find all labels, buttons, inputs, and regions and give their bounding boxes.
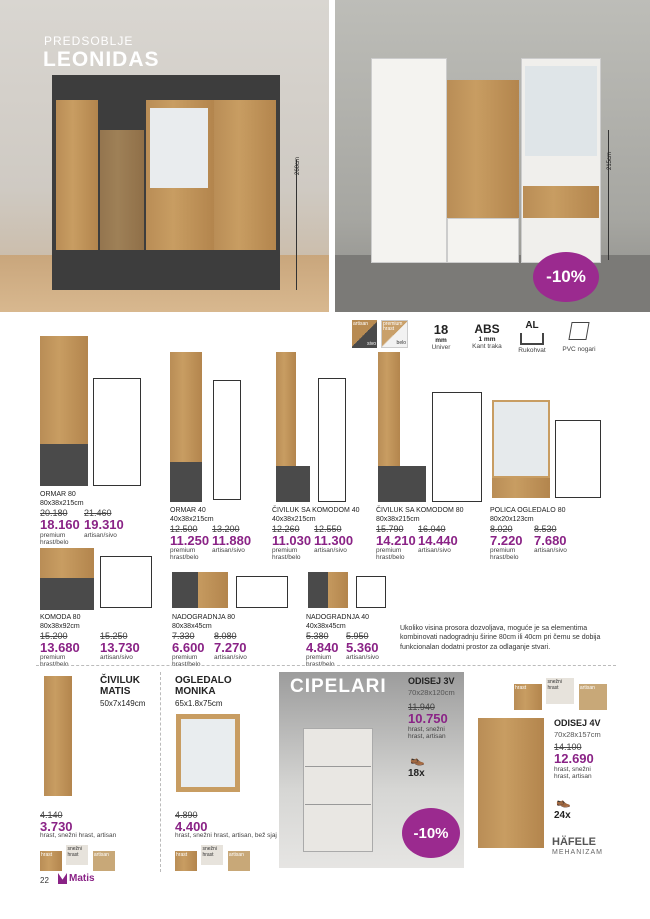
civ40-drawing bbox=[318, 378, 346, 502]
shoe-count: 18x bbox=[408, 768, 425, 779]
komoda-drawing bbox=[100, 556, 152, 608]
price-label: premium hrast/belo bbox=[40, 532, 69, 547]
old-price: 20.180 bbox=[40, 508, 68, 518]
price-label: hrast, snežni hrast, artisan bbox=[554, 766, 592, 781]
spec-big: ABS bbox=[474, 322, 500, 336]
new-price: 14.210 bbox=[376, 533, 416, 548]
spec-univer bbox=[420, 322, 462, 362]
old-price: 5.950 bbox=[346, 631, 369, 641]
ormar80-image bbox=[40, 336, 88, 486]
swatch-label: artisan bbox=[353, 321, 369, 327]
nad40-image bbox=[308, 572, 348, 608]
spec-small: mm bbox=[435, 337, 447, 344]
civiluk-image bbox=[44, 676, 72, 796]
civiluk-swatches bbox=[40, 843, 115, 871]
hero-title: LEONIDAS bbox=[43, 48, 160, 71]
polica-image bbox=[492, 400, 550, 478]
spec-label: PVC nogari bbox=[562, 346, 596, 353]
civ40-cabinet bbox=[276, 466, 310, 502]
civ80-drawing bbox=[432, 392, 482, 502]
civiluk-model: MATIS bbox=[100, 686, 131, 697]
price-label: artisan/sivo bbox=[418, 547, 451, 554]
komoda-image bbox=[40, 548, 94, 610]
swatch: hrast bbox=[175, 851, 197, 871]
nad80-drawing bbox=[236, 576, 288, 608]
height-label-left: 260cm bbox=[295, 156, 301, 175]
old-price: 15.200 bbox=[40, 631, 68, 641]
spec-small: 1 mm bbox=[478, 336, 496, 343]
height-label-right: 215cm bbox=[607, 151, 613, 170]
shoe-icon: 👞 bbox=[410, 752, 425, 766]
swatch: artisan bbox=[228, 851, 250, 871]
price-label: hrast, snežni hrast, artisan, bež sjaj bbox=[175, 832, 277, 839]
price-label: artisan/sivo bbox=[346, 654, 379, 661]
ormar40-dims: 40x38x215cm bbox=[170, 516, 214, 523]
nad40-dims: 40x38x45cm bbox=[306, 623, 346, 630]
price-label: artisan/sivo bbox=[84, 532, 117, 539]
swatch: snežni hrast bbox=[66, 845, 88, 865]
swatch: artisan bbox=[93, 851, 115, 871]
new-price: 4.400 bbox=[175, 819, 208, 834]
new-price: 12.690 bbox=[554, 751, 594, 766]
ogledalo-model: MONIKA bbox=[175, 686, 216, 697]
old-price: 15.250 bbox=[100, 631, 128, 641]
price-label: premium hrast/belo bbox=[306, 654, 335, 669]
ormar80-dims: 80x38x215cm bbox=[40, 500, 84, 507]
old-price: 11.940 bbox=[408, 702, 435, 712]
old-price: 8.530 bbox=[534, 524, 557, 534]
leg-icon bbox=[568, 322, 589, 340]
old-price: 12.550 bbox=[314, 524, 342, 534]
nad80-name: NADOGRADNJA 80 bbox=[172, 614, 236, 621]
shoe-count: 24x bbox=[554, 810, 571, 821]
spec-label: Rukohvat bbox=[518, 347, 546, 354]
komoda-dims: 80x38x92cm bbox=[40, 623, 80, 630]
spec-al bbox=[512, 320, 552, 362]
spec-pvc bbox=[558, 320, 600, 362]
old-price: 7.330 bbox=[172, 631, 195, 641]
odisej3-dims: 70x28x120cm bbox=[408, 688, 455, 697]
old-price: 16.040 bbox=[418, 524, 446, 534]
cipelari-discount: -10% bbox=[402, 808, 460, 858]
swatch: snežni hrast bbox=[546, 678, 574, 704]
ogledalo-image bbox=[176, 714, 240, 792]
ormar40-drawing bbox=[213, 380, 241, 500]
civ80-cabinet bbox=[378, 466, 426, 502]
spec-big: 18 bbox=[433, 322, 449, 337]
old-price: 12.260 bbox=[272, 524, 300, 534]
price-label: premium hrast/belo bbox=[490, 547, 519, 562]
swatch: hrast bbox=[40, 851, 62, 871]
polica-drawing bbox=[555, 420, 601, 498]
divider bbox=[160, 672, 161, 872]
page-number: 22 bbox=[40, 876, 49, 885]
handle-icon bbox=[520, 333, 544, 345]
new-price: 7.270 bbox=[214, 640, 247, 655]
old-price: 15.790 bbox=[376, 524, 404, 534]
new-price: 13.680 bbox=[40, 640, 80, 655]
price-label: premium hrast/belo bbox=[170, 547, 199, 562]
ormar80-drawing bbox=[93, 378, 141, 486]
new-price: 11.250 bbox=[170, 533, 210, 548]
odisej4-image bbox=[478, 718, 544, 848]
civ40-dims: 40x38x215cm bbox=[272, 516, 316, 523]
old-price: 5.380 bbox=[306, 631, 329, 641]
new-price: 19.310 bbox=[84, 517, 124, 532]
cipelari-swatches bbox=[514, 676, 607, 710]
komoda-name: KOMODA 80 bbox=[40, 614, 81, 621]
spec-label: Univer bbox=[431, 344, 451, 351]
price-label: artisan/sivo bbox=[212, 547, 245, 554]
hafele-logo: HÄFELE bbox=[552, 836, 596, 848]
new-price: 3.730 bbox=[40, 819, 73, 834]
polica-dims: 80x20x123cm bbox=[490, 516, 534, 523]
swatch: hrast bbox=[514, 684, 542, 710]
polica-name: POLICA OGLEDALO 80 bbox=[490, 507, 566, 514]
swatch: snežni hrast bbox=[201, 845, 223, 865]
polica-shelf bbox=[492, 478, 550, 498]
odisej4-name: ODISEJ 4V bbox=[554, 718, 601, 728]
swatch-premium-belo bbox=[381, 320, 408, 348]
ormar40-name: ORMAR 40 bbox=[170, 507, 206, 514]
matis-logo-icon bbox=[58, 873, 67, 884]
ogledalo-dims: 65x1.8x75cm bbox=[175, 699, 223, 708]
spec-label: Kant traka bbox=[472, 343, 502, 350]
new-price: 6.600 bbox=[172, 640, 205, 655]
price-label: artisan/sivo bbox=[214, 654, 247, 661]
swatch-label: belo bbox=[396, 340, 406, 346]
nad40-name: NADOGRADNJA 40 bbox=[306, 614, 370, 621]
old-price: 8.020 bbox=[490, 524, 513, 534]
new-price: 11.300 bbox=[314, 533, 354, 548]
ogledalo-title: OGLEDALO bbox=[175, 675, 232, 686]
old-price: 14.100 bbox=[554, 742, 582, 752]
new-price: 18.160 bbox=[40, 517, 80, 532]
hero-left-image bbox=[0, 0, 329, 312]
civ80-dims: 80x38x215cm bbox=[376, 516, 420, 523]
shoe-icon: 👞 bbox=[556, 794, 571, 808]
new-price: 14.440 bbox=[418, 533, 458, 548]
swatch-label: sivo bbox=[367, 341, 376, 347]
new-price: 10.750 bbox=[408, 711, 448, 726]
price-label: artisan/sivo bbox=[314, 547, 347, 554]
new-price: 11.030 bbox=[272, 533, 312, 548]
cipelari-title: CIPELARI bbox=[290, 676, 387, 697]
old-price: 8.080 bbox=[214, 631, 237, 641]
price-label: hrast, snežni hrast, artisan bbox=[408, 726, 446, 741]
odisej4-dims: 70x28x157cm bbox=[554, 730, 601, 739]
price-label: premium hrast/belo bbox=[272, 547, 301, 562]
price-label: premium hrast/belo bbox=[376, 547, 405, 562]
new-price: 13.730 bbox=[100, 640, 140, 655]
discount-badge: -10% bbox=[533, 252, 599, 302]
nad80-dims: 80x38x45cm bbox=[172, 623, 212, 630]
price-label: premium hrast/belo bbox=[172, 654, 201, 669]
odisej3-name: ODISEJ 3V bbox=[408, 676, 455, 686]
new-price: 4.840 bbox=[306, 640, 339, 655]
nad80-image bbox=[172, 572, 228, 608]
mehanizam-label: MEHANIZAM bbox=[552, 849, 603, 856]
swatch-label: premium hrast bbox=[383, 321, 403, 332]
old-price: 4.140 bbox=[40, 810, 63, 820]
new-price: 7.680 bbox=[534, 533, 567, 548]
civiluk-title: ČIVILUK bbox=[100, 675, 140, 686]
spec-big: AL bbox=[525, 320, 539, 331]
old-price: 12.500 bbox=[170, 524, 198, 534]
price-label: artisan/sivo bbox=[534, 547, 567, 554]
price-label: artisan/sivo bbox=[100, 654, 133, 661]
ormar80-name: ORMAR 80 bbox=[40, 491, 76, 498]
new-price: 7.220 bbox=[490, 533, 523, 548]
note-text: Ukoliko visina prosora dozvoljava, moguće je sa elementima kombinovati nadogradnju širine 80cm ili 40cm pri čemu se dobija funkcionalan dodatni prostor za odlaganje stvari. bbox=[400, 625, 601, 651]
civiluk-dims: 50x7x149cm bbox=[100, 699, 146, 708]
spec-abs bbox=[466, 322, 508, 362]
ormar40-image bbox=[170, 352, 202, 502]
divider bbox=[36, 665, 616, 666]
old-price: 4.890 bbox=[175, 810, 198, 820]
ogledalo-swatches bbox=[175, 843, 250, 871]
price-label: premium hrast/belo bbox=[40, 654, 69, 669]
price-label: hrast, snežni hrast, artisan bbox=[40, 832, 117, 839]
civ40-name: ČIVILUK SA KOMODOM 40 bbox=[272, 507, 360, 514]
new-price: 5.360 bbox=[346, 640, 379, 655]
new-price: 11.880 bbox=[212, 533, 252, 548]
nad40-drawing bbox=[356, 576, 386, 608]
hero-subtitle: PREDSOBLJE bbox=[44, 34, 134, 48]
swatch-artisan-sivo bbox=[352, 320, 377, 348]
hero-right-image bbox=[335, 0, 650, 312]
swatch: artisan bbox=[579, 684, 607, 710]
civ80-name: ČIVILUK SA KOMODOM 80 bbox=[376, 507, 464, 514]
old-price: 13.200 bbox=[212, 524, 240, 534]
brand-logo: Matis bbox=[69, 873, 95, 884]
old-price: 21.460 bbox=[84, 508, 112, 518]
